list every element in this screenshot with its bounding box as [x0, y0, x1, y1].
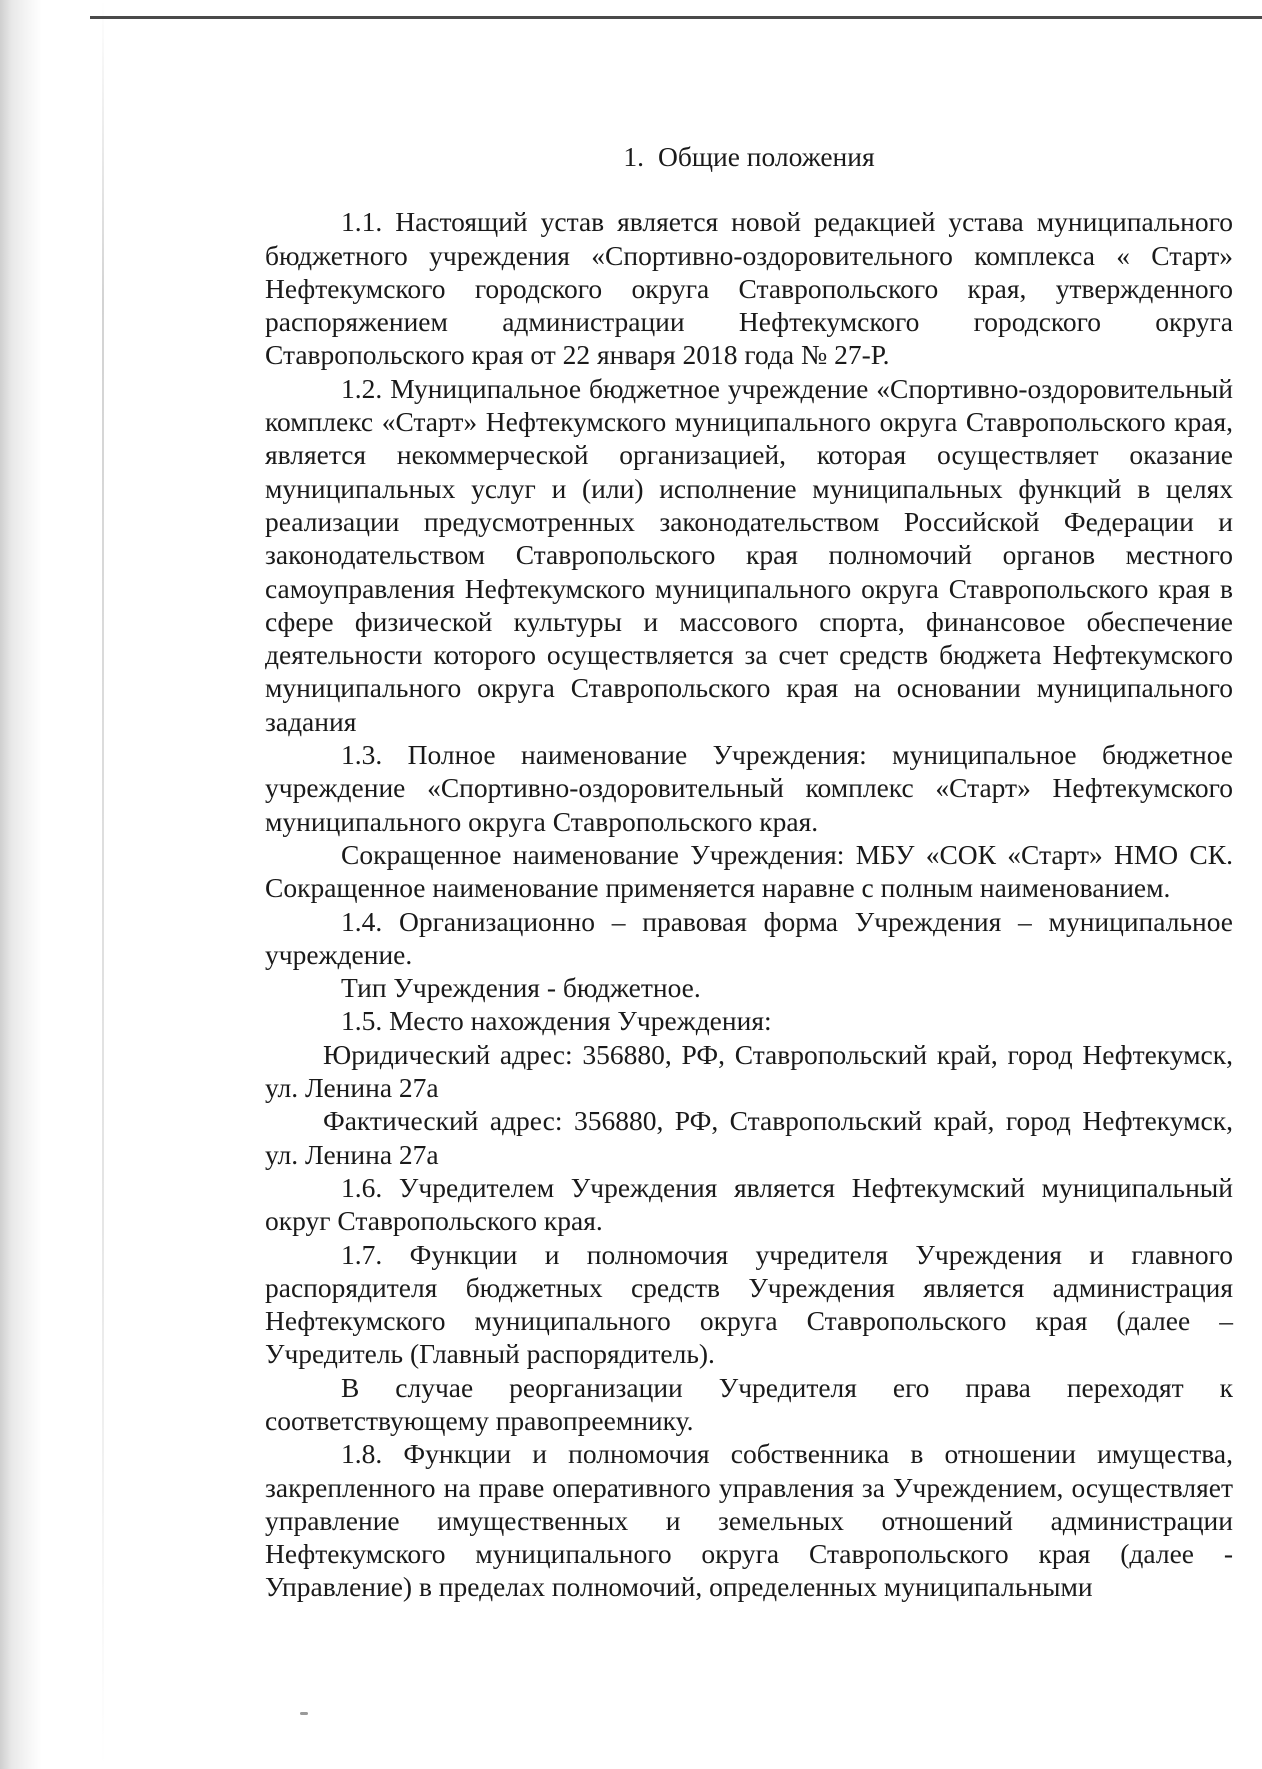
scan-speck: [300, 1712, 308, 1715]
paragraph-1-6: 1.6. Учредителем Учреждения является Нефтекумский муниципальный округ Ставропольского края.: [265, 1171, 1233, 1237]
paragraph-legal-address: Юридический адрес: 356880, РФ, Ставропольский край, город Нефтекумск, ул. Ленина 27а: [265, 1038, 1233, 1104]
paragraph-1-2: 1.2. Муниципальное бюджетное учреждение «Спортивно-оздоровительный комплекс «Старт» Нефтекумского муниципального округа Ставропольского края, является некоммерческой организацией, которая осуществляет оказание муниципальных услуг и (или) исполнение муниципальных функций в целях реализации предусмотренных законодательством Российской Федерации и законодательством Ставропольского края полномочий органов местного самоуправления Нефтекумского муниципального округа Ставропольского края в сфере физической культуры и массового спорта, финансовое обеспечение деятельности которого осуществляется за счет средств бюджета Нефтекумского муниципального округа Ставропольского края на основании муниципального задания: [265, 372, 1233, 737]
section-heading: [265, 140, 1233, 173]
paragraph-1-8: 1.8. Функции и полномочия собственника в отношении имущества, закрепленного на праве оперативного управления за Учреждением, осуществляет управление имущественных и земельных отношений администрации Нефтекумского муниципального округа Ставропольского края (далее - Управление) в пределах полномочий, определенных муниципальными: [265, 1438, 1233, 1603]
paragraph-type: Тип Учреждения - бюджетное.: [341, 972, 701, 1004]
scan-fold-line: [102, 0, 104, 1769]
scan-top-edge: [90, 16, 1262, 19]
paragraph-1-5: 1.5. Место нахождения Учреждения:: [341, 1005, 772, 1037]
document-body: [265, 140, 1233, 1604]
paragraph-actual-address: Фактический адрес: 356880, РФ, Ставропольский край, город Нефтекумск, ул. Ленина 27а: [265, 1105, 1233, 1170]
scan-left-edge: [0, 0, 42, 1769]
section-title: Общие положения: [657, 141, 875, 172]
paragraph-1-3: 1.3. Полное наименование Учреждения: муниципальное бюджетное учреждение «Спортивно-оздоровительный комплекс «Старт» Нефтекумского муниципального округа Ставропольского края.: [265, 739, 1233, 837]
paragraph-1-4: 1.4. Организационно – правовая форма Учреждения – муниципальное учреждение.: [265, 905, 1233, 970]
paragraph-1-1: 1.1. Настоящий устав является новой редакцией устава муниципального бюджетного учреждения «Спортивно-оздоровительного комплекса « Старт» Нефтекумского городского округа Ставропольского края, утвержденного распоряжением администрации Нефтекумского городского округа Ставропольского края от 22 января 2018 года № 27-Р.: [265, 206, 1233, 371]
section-number: 1.: [623, 141, 644, 172]
paragraph-short-name: Сокращенное наименование Учреждения: МБУ «СОК «Старт» НМО СК. Сокращенное наименование применяется наравне с полным наименованием.: [265, 838, 1233, 904]
paragraph-reorganization: В случае реорганизации Учредителя его права переходят к соответствующему правопреемнику.: [265, 1371, 1233, 1436]
paragraph-1-7: 1.7. Функции и полномочия учредителя Учреждения и главного распорядителя бюджетных средств Учреждения является администрация Нефтекумского муниципального округа Ставропольского края (далее – Учредитель (Главный распорядитель).: [265, 1238, 1233, 1370]
